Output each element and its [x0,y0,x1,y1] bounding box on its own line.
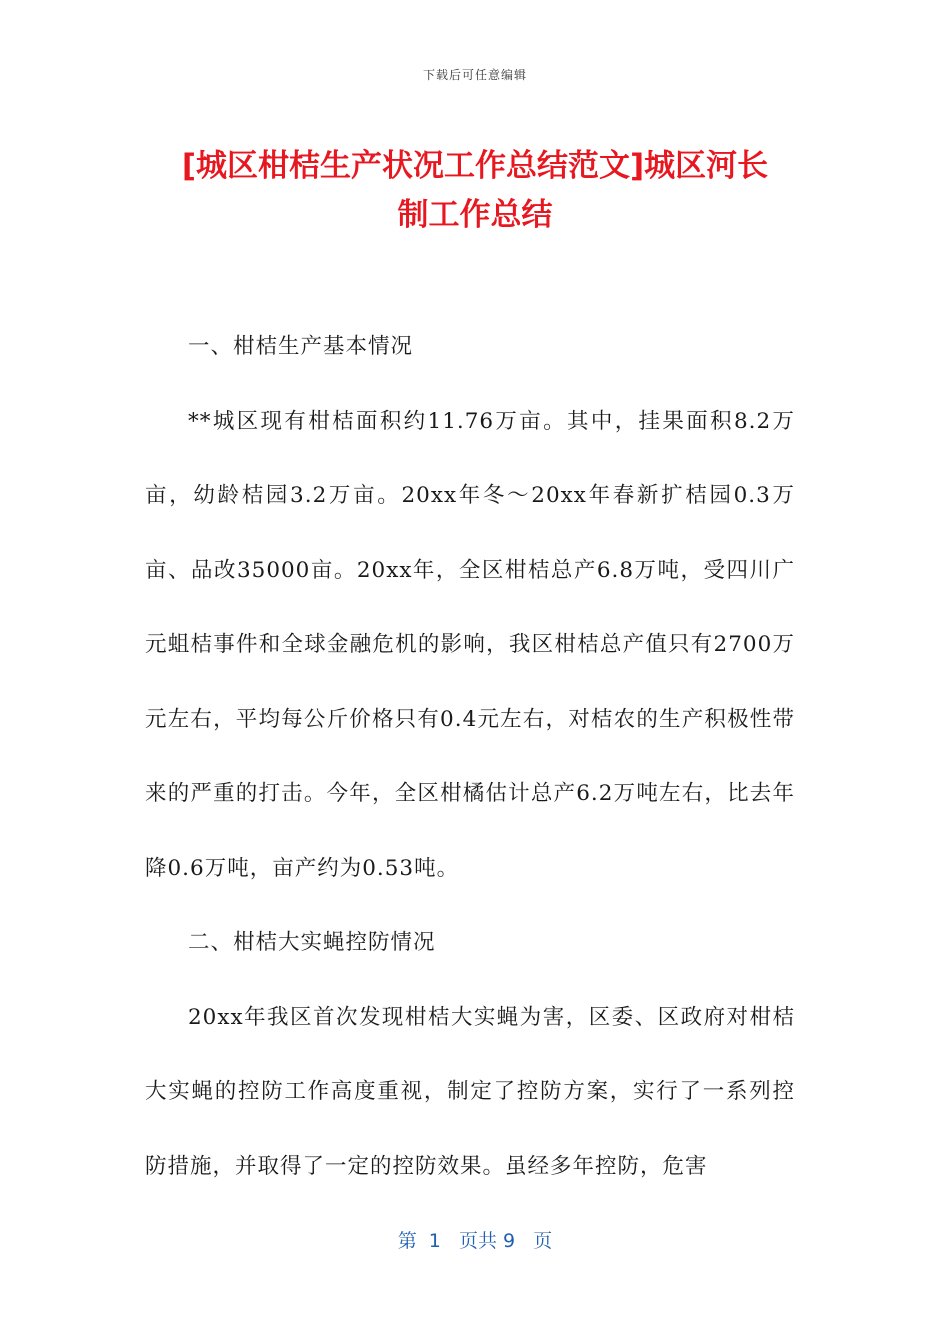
document-body [145,310,795,1204]
page-header-note: 下载后可任意编辑 [422,68,527,82]
document-title-line-2: 制工作总结 [397,197,553,233]
section-heading-1: 一、柑桔生产基本情况 [188,334,414,359]
document-title [120,142,830,240]
section-heading-2: 二、柑桔大实蝇控防情况 [188,930,436,955]
paragraph-production-overview: **城区现有柑桔面积约11.76万亩。其中，挂果面积8.2万亩，幼龄桔园3.2万亩。20xx年冬～20xx年春新扩桔园0.3万亩、品改35000亩。20xx年，全区柑桔总产6.8万吨，受四川广元蛆桔事件和全球金融危机的影响，我区柑桔总产值只有2700万元左右，平均每公斤价格只有0.4元左右，对桔农的生产积极性带来的严重的打击。今年，全区柑橘估计总产6.2万吨左右，比去年降0.6万吨，亩产约为0.53吨。 [145,408,795,881]
paragraph-fruit-fly-control: 20xx年我区首次发现柑桔大实蝇为害，区委、区政府对柑桔大实蝇的控防工作高度重视，制定了控防方案，实行了一系列控防措施，并取得了一定的控防效果。虽经多年控防，危害 [145,1004,795,1179]
page-number-footer: 第 1 页共 9 页 [397,1230,553,1252]
document-title-line-1: [城区柑桔生产状况工作总结范文]城区河长 [181,148,769,184]
